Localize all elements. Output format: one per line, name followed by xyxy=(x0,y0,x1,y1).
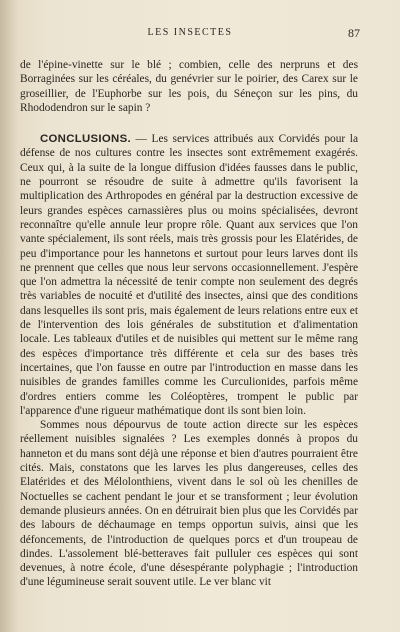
conclusions-heading: CONCLUSIONS. xyxy=(40,133,131,146)
running-title: LES INSECTES xyxy=(147,27,233,38)
page-number: 87 xyxy=(348,26,360,40)
body-text xyxy=(20,58,358,590)
conclusions-paragraph xyxy=(20,132,358,418)
paragraph-direct-action: Sommes nous dépourvus de toute action directe sur les espèces réellement nuisibles signalées ? Les exemples donnés à propos du hanneton et du mans sont déjà une réponse et bien d'autres pourraient être cités. Mais, constatons que les larves les plus dangereuses, celles des Elatérides et des Mélolonthiens, vivent dans le sol où les chenilles de Noctuelles se cachent pendant le jour et se transforment ; leur évolution demande plusieurs années. On en détruirait bien plus que les Corvidés par des labours de déchaumage en temps opportun suivis, ainsi que les défoncements, de l'introduction de quelques porcs et d'un troupeau de dindes. L'assolement blé-betteraves fait pulluler ces espèces qui sont devenues, à notre école, d'une désespérante polyphagie ; l'introduction d'une légumineuse serait souvent utile. Le ver blanc vit xyxy=(20,419,358,589)
conclusions-text: — Les services attribués aux Corvidés pour la défense de nos cultures contre les insectes sont extrêmement exagérés. Ceux qui, à la suite de la longue diffusion d'idées fausses dans le public, ne pourront se résoudre de suite à admettre qu'ils favorisent la multiplication des Arthropodes en général par la destruction excessive de leurs grandes espèces carnassières plus ou moins spécialisées, devront reconnaître qu'elle annule leur propre rôle. Quant aux services que l'on vante spécialement, ils sont réels, mais très grossis pour les Elatérides, de peu d'importance pour les hannetons et surtout pour leurs larves dont ils ne prennent que celles que nous leur servons occasionnellement. J'espère que l'on admettra la nécessité de tenir compte non seulement des degrés très variables de nocuité et d'utilité des insectes, ainsi que des conditions dans lesquelles ils sont pris, mais également de leurs relations entre eux et de l'intervention des lois générales de substitution et d'alimentation locale. Les tableaux d'utiles et de nuisibles qui mettent sur le même rang des espèces d'importance très différente et cela sur des bases très incertaines, que l'on fausse en outre par l'introduction en masse dans les nuisibles de grandes familles comme les Curculionides, parfois même d'ordres entiers comme les Coléoptères, trompent le public par l'apparence d'une rigueur mathématique dont ils sont bien loin. xyxy=(20,133,358,417)
running-header xyxy=(0,26,400,40)
paragraph-continued: de l'épine-vinette sur le blé ; combien, celle des nerpruns et des Borraginées sur les céréales, du genévrier sur le poirier, des Carex sur le groseillier, de l'Euphorbe sur les pois, du Séneçon sur les pins, du Rhododendron sur le sapin ? xyxy=(20,59,358,114)
